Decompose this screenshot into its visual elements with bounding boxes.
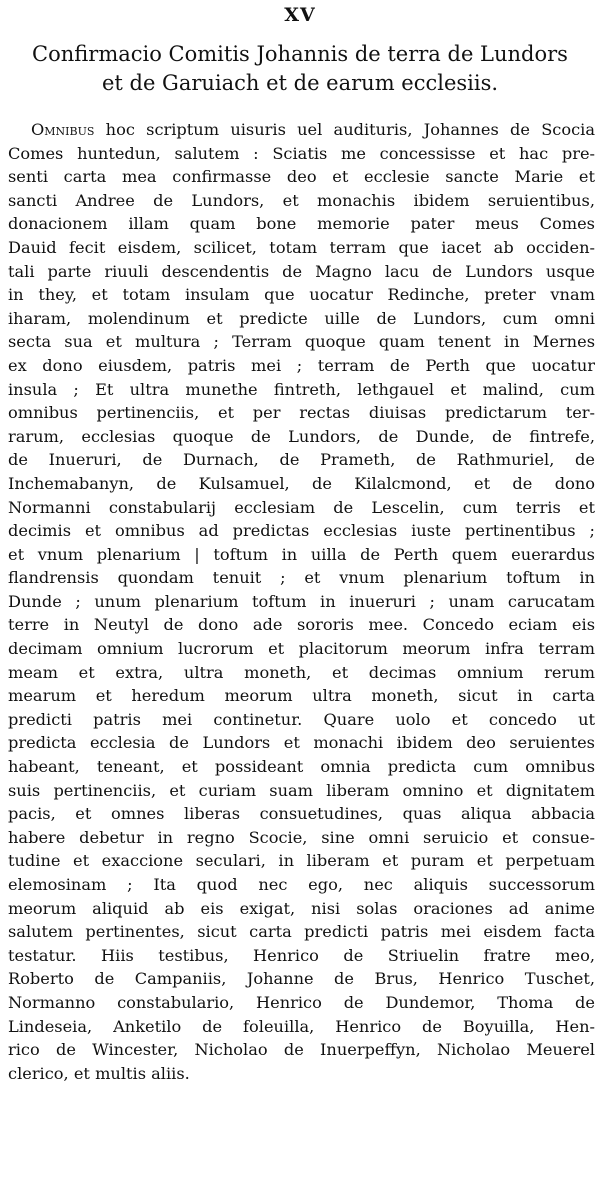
body-line: insula ; Et ultra munethe fintreth, lethgauel et malind, cum <box>8 379 595 399</box>
body-line: terre in Neutyl de dono ade sororis mee. Concedo eciam eis <box>8 615 595 635</box>
body-line: flandrensis quondam tenuit ; et vnum plenarium toftum in <box>8 568 595 588</box>
body-line: secta sua et multura ; Terram quoque quam tenent in Mernes <box>8 332 595 352</box>
body-line: Normanno constabulario, Henrico de Dundemor, Thoma de <box>8 992 595 1012</box>
body-line: Comes huntedun, salutem : Sciatis me concessisse et hac pre- <box>8 143 595 163</box>
charter-numeral: XV <box>284 4 316 26</box>
body-line: predicti patris mei continetur. Quare uolo et concedo ut <box>8 709 595 729</box>
body-line: rico de Wincester, Nicholao de Inuerpeffyn, Nicholao Meuerel <box>8 1040 595 1060</box>
body-line: meam et extra, ultra moneth, et decimas omnium rerum <box>8 662 595 682</box>
body-line: omnibus pertinenciis, et per rectas diuisas predictarum ter- <box>8 403 595 423</box>
body-line: Lindeseia, Anketilo de foleuilla, Henrico de Boyuilla, Hen- <box>8 1016 595 1036</box>
charter-title-line: Confirmacio Comitis Johannis de terra de Lundors <box>32 42 568 66</box>
body-line: iharam, molendinum et predicte uille de Lundors, cum omni <box>8 308 595 328</box>
body-line: donacionem illam quam bone memorie pater meus Comes <box>8 214 595 234</box>
body-line: decimis et omnibus ad predictas ecclesias iuste pertinentibus ; <box>8 521 595 541</box>
body-line-first <box>8 118 595 142</box>
body-line: salutem pertinentes, sicut carta predicti patris mei eisdem facta <box>8 922 595 942</box>
charter-title-line: et de Garuiach et de earum ecclesiis. <box>101 71 499 95</box>
charter-title <box>0 40 600 98</box>
body-line: Dunde ; unum plenarium toftum in inueruri ; unam carucatam <box>8 591 595 611</box>
opening-word: Omnibus <box>31 120 95 139</box>
body-line: et vnum plenarium | toftum in uilla de Perth quem euerardus <box>8 544 595 564</box>
body-line: tudine et exaccione seculari, in liberam et puram et perpetuam <box>8 851 595 871</box>
body-line: in they, et totam insulam que uocatur Redinche, preter vnam <box>8 285 595 305</box>
body-lines <box>8 142 595 1086</box>
body-line: Dauid fecit eisdem, scilicet, totam terram que iacet ab occiden- <box>8 237 595 257</box>
body-line: pacis, et omnes liberas consuetudines, quas aliqua abbacia <box>8 804 595 824</box>
body-line: suis pertinenciis, et curiam suam liberam omnino et dignitatem <box>8 780 595 800</box>
body-line: decimam omnium lucrorum et placitorum meorum infra terram <box>8 639 595 659</box>
body-line: testatur. Hiis testibus, Henrico de Striuelin fratre meo, <box>8 945 595 965</box>
body-line: de Inueruri, de Durnach, de Prameth, de Rathmuriel, de <box>8 450 595 470</box>
body-line: elemosinam ; Ita quod nec ego, nec aliquis successorum <box>8 875 595 894</box>
body-line: tali parte riuuli descendentis de Magno lacu de Lundors usque <box>8 261 595 281</box>
body-line: habeant, teneant, et possideant omnia predicta cum omnibus <box>8 757 595 777</box>
body-line: Normanni constabularij ecclesiam de Lescelin, cum terris et <box>8 497 595 517</box>
body-line: habere debetur in regno Scocie, sine omni seruicio et consue- <box>8 827 595 847</box>
first-line-text: hoc scriptum uisuris uel audituris, Johannes de Scocia <box>94 120 595 139</box>
body-line: Inchemabanyn, de Kulsamuel, de Kilalcmond, et de dono <box>8 473 595 493</box>
body-line: Roberto de Campaniis, Johanne de Brus, Henrico Tuschet, <box>8 969 595 989</box>
body-line: predicta ecclesia de Lundors et monachi ibidem deo seruientes <box>8 733 595 753</box>
body-line: senti carta mea confirmasse deo et ecclesie sancte Marie et <box>8 167 595 187</box>
body-line: clerico, et multis aliis. <box>8 1063 190 1083</box>
body-line: ex dono eiusdem, patris mei ; terram de Perth que uocatur <box>8 355 595 375</box>
body-line: rarum, ecclesias quoque de Lundors, de Dunde, de fintrefe, <box>8 426 595 446</box>
body-line: mearum et heredum meorum ultra moneth, sicut in carta <box>8 686 595 706</box>
charter-body <box>8 118 595 1085</box>
body-line: meorum aliquid ab eis exigat, nisi solas oraciones ad anime <box>8 898 595 918</box>
body-line: sancti Andree de Lundors, et monachis ibidem seruientibus, <box>8 190 595 210</box>
